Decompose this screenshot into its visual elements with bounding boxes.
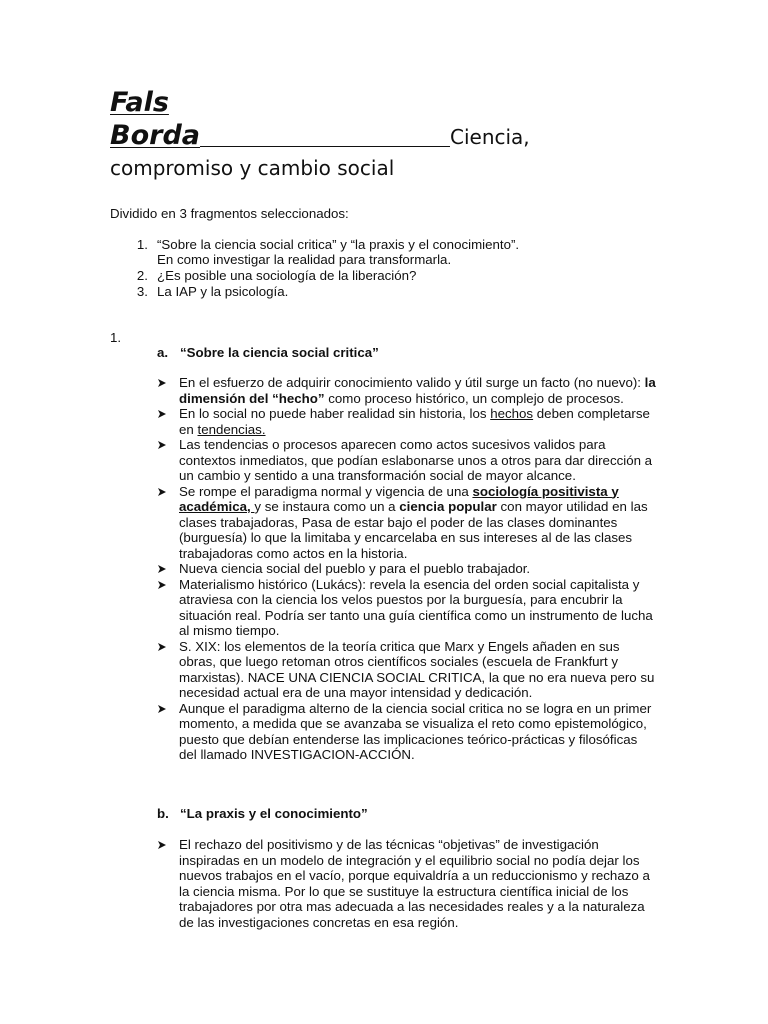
bullet-item bbox=[157, 639, 657, 701]
bullet-item bbox=[157, 437, 657, 484]
arrow-bullet-icon bbox=[157, 484, 171, 497]
bullet-text: En lo social no puede haber realidad sin historia, los bbox=[179, 406, 491, 421]
title-underline-rule bbox=[200, 145, 450, 147]
bullet-text: y se instaura como un a bbox=[254, 499, 400, 514]
title-part-1: Ciencia, bbox=[450, 125, 530, 149]
bullet-text: Aunque el paradigma alterno de la ciencia social critica no se logra en un primer momento, a medida que se avanzaba se visualiza el reto como epistemológico, puesto que debían entenderse las implicaciones teórico-prácticas y filosóficas del llamado INVESTIGACION-ACCIÓN. bbox=[179, 700, 652, 762]
bullet-item bbox=[157, 375, 657, 406]
bullet-text: En el esfuerzo de adquirir conocimiento valido y útil surge un facto (no nuevo): bbox=[179, 375, 645, 390]
bullet-bold-text: ciencia popular bbox=[399, 499, 497, 514]
bullet-underlined-text: tendencias. bbox=[197, 421, 266, 437]
bullet-list-a bbox=[157, 375, 657, 763]
bullet-item bbox=[157, 837, 657, 930]
bullet-item bbox=[157, 701, 657, 763]
bullet-text: Las tendencias o procesos aparecen como actos sucesivos validos para contextos inmediatos, que podían eslabonarse unos a otros para dar dirección a un cambio y sentido a una transformación social de mayor alcance. bbox=[179, 437, 653, 483]
toc-num-2: 2. bbox=[136, 268, 148, 283]
toc-item-1-cont: En como investigar la realidad para transformarla. bbox=[157, 252, 452, 267]
intro-text: Dividido en 3 fragmentos seleccionados: bbox=[110, 206, 349, 221]
subsection-a-letter: a. bbox=[157, 345, 169, 360]
author-last-name: Borda bbox=[110, 120, 200, 151]
section-number: 1. bbox=[110, 330, 122, 345]
toc-item-1: “Sobre la ciencia social critica” y “la praxis y el conocimiento”. bbox=[157, 237, 520, 252]
arrow-bullet-icon bbox=[157, 561, 171, 574]
bullet-text: como proceso histórico, un complejo de procesos. bbox=[324, 390, 624, 406]
bullet-text: El rechazo del positivismo y de las técnicas “objetivas” de investigación inspiradas en un modelo de integración y el equilibrio social no podía dejar los nuevos trabajos en el vacío, porque equivaldría a un reduccionismo y rechazo a la ciencia misma. Por lo que se sustituye la estructura científica inicial de los trabajadores por otra mas adecuada a las necesidades reales y a la naturaleza de las investigaciones concretas en esa región. bbox=[179, 837, 650, 930]
toc-num-3: 3. bbox=[136, 284, 148, 299]
bullet-text: Nueva ciencia social del pueblo y para el pueblo trabajador. bbox=[179, 561, 531, 576]
author-first-name: Fals bbox=[110, 87, 169, 118]
bullet-text: S. XIX: los elementos de la teoría critica que Marx y Engels añaden en sus obras, que luego retoman otros científicos sociales (escuela de Frankfurt y marxistas). NACE UNA CIENCIA SOCIAL CRITICA, la que no era nueva pero su necesidad actual era de una mayor intensidad y dedicación. bbox=[179, 638, 655, 700]
bullet-underlined-text: hechos bbox=[490, 406, 534, 421]
bullet-bold-underlined-text: sociología positivista y académica, bbox=[179, 483, 619, 514]
title-part-2: compromiso y cambio social bbox=[110, 156, 395, 180]
arrow-bullet-icon bbox=[157, 577, 171, 590]
toc-item-2: ¿Es posible una sociología de la liberación? bbox=[157, 268, 417, 283]
subsection-a-title: “Sobre la ciencia social critica” bbox=[180, 345, 379, 360]
subsection-b-letter: b. bbox=[157, 806, 169, 821]
arrow-bullet-icon bbox=[157, 437, 171, 450]
bullet-bold-text: la dimensión del “hecho” bbox=[179, 375, 656, 406]
arrow-bullet-icon bbox=[157, 701, 171, 714]
arrow-bullet-icon bbox=[157, 406, 171, 419]
bullet-item bbox=[157, 484, 657, 562]
toc-item-3: La IAP y la psicología. bbox=[157, 284, 289, 299]
bullet-text: deben completarse en bbox=[179, 406, 650, 437]
subsection-b-title: “La praxis y el conocimiento” bbox=[180, 806, 368, 821]
bullet-list-b bbox=[157, 837, 657, 930]
bullet-item bbox=[157, 561, 657, 577]
arrow-bullet-icon bbox=[157, 375, 171, 388]
bullet-text: con mayor utilidad en las clases trabajadoras, Pasa de estar bajo el poder de las clases dominantes (burguesía) lo que la limitaba y encarcelaba en sus intereses al de las clases trabajadoras como actos en la historia. bbox=[179, 499, 648, 561]
bullet-text: Materialismo histórico (Lukács): revela la esencia del orden social capitalista y atraviesa con la ciencia los velos puestos por la burguesía, para encubrir la situación real. Podría ser tanto una guía científica como un instrumento de lucha al mismo tiempo. bbox=[179, 576, 653, 638]
bullet-text: Se rompe el paradigma normal y vigencia de una bbox=[179, 483, 473, 499]
arrow-bullet-icon bbox=[157, 837, 171, 850]
toc-num-1: 1. bbox=[136, 237, 148, 252]
bullet-item bbox=[157, 406, 657, 437]
bullet-item bbox=[157, 577, 657, 639]
document-title bbox=[110, 86, 670, 183]
arrow-bullet-icon bbox=[157, 639, 171, 652]
